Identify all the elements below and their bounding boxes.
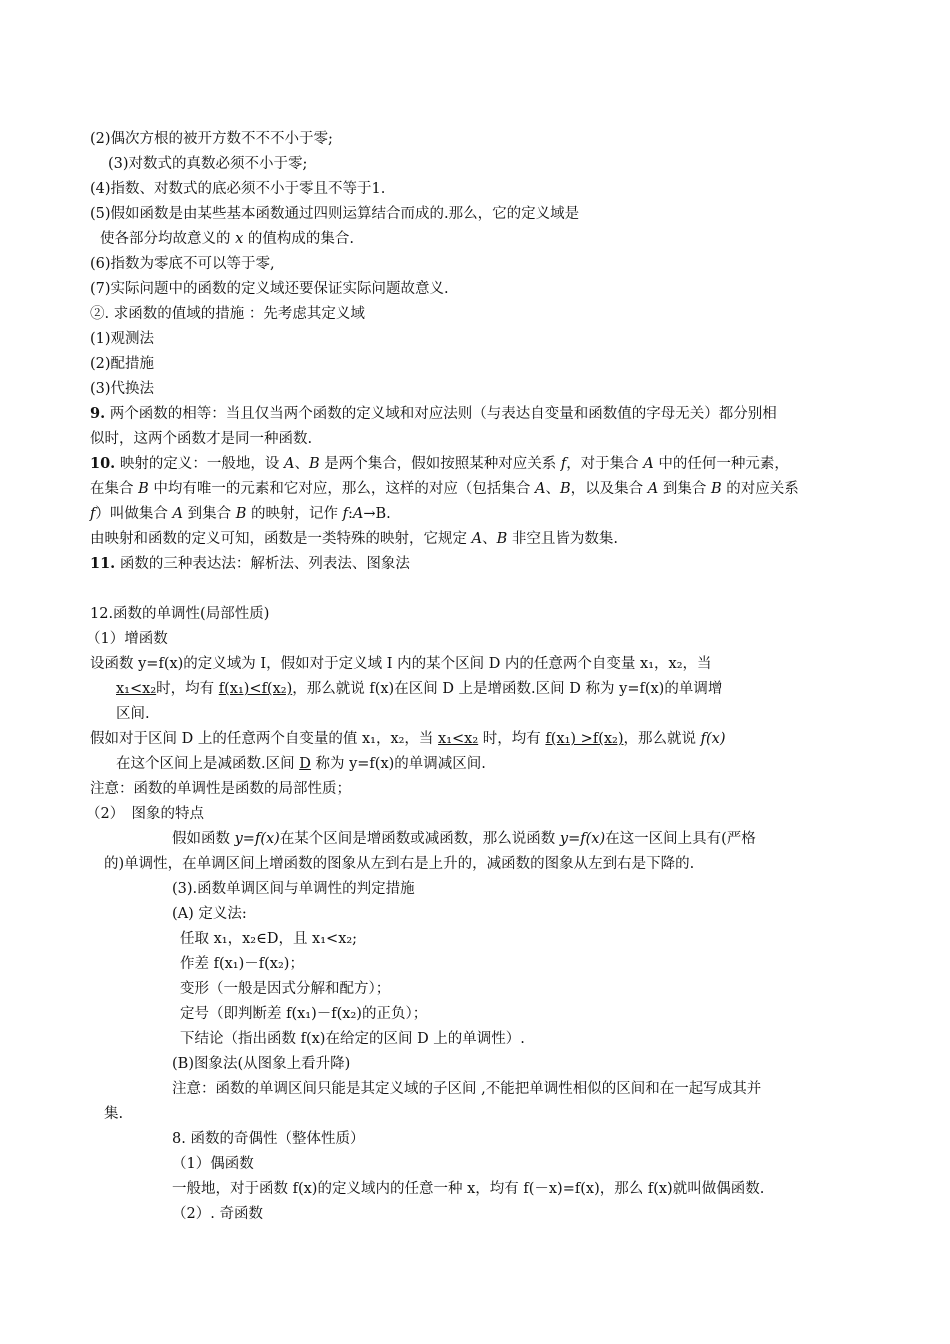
judgement-methods-heading: (3).函数单调区间与单调性的判定措施	[172, 881, 415, 897]
interval-note-2: 集.	[104, 1106, 124, 1122]
decreasing-def-1: 假如对于区间 D 上的任意两个自变量的值 x₁，x₂，当 x₁<x₂ 时，均有 f(x₁) >f(x₂)，那么就说 f(x)	[90, 731, 726, 747]
step-transform: 变形（一般是因式分解和配方）；	[180, 981, 391, 997]
step-difference: 作差 f(x₁)－f(x₂)；	[180, 956, 304, 972]
monotonicity-note: 注意：函数的单调性是函数的局部性质；	[90, 781, 351, 797]
domain-rule-5: (5)假如函数是由某些基本函数通过四则运算结合而成的.那么，它的定义域是	[90, 206, 580, 222]
parity-heading: 8. 函数的奇偶性（整体性质）	[172, 1131, 365, 1147]
section-10: 10. 映射的定义：一般地，设 A、B 是两个集合，假如按照某种对应关系 f，对于集合 A 中的任何一种元素，	[90, 455, 789, 472]
definition-method: (A) 定义法:	[172, 906, 247, 922]
increasing-def-3: 区间.	[116, 706, 150, 722]
range-methods-heading: ②. 求函数的值域的措施 ：先考虑其定义域	[90, 306, 365, 322]
section-11: 11. 函数的三种表达法：解析法、列表法、图象法	[90, 555, 410, 572]
increasing-function-heading: （1）增函数	[86, 631, 168, 647]
decreasing-def-2: 在这个区间上是减函数.区间 D 称为 y=f(x)的单调减区间.	[116, 756, 486, 772]
domain-rule-7: (7)实际问题中的函数的定义域还要保证实际问题故意义.	[90, 281, 449, 297]
graph-features-2: 的)单调性，在单调区间上增函数的图象从左到右是上升的，减函数的图象从左到右是下降的.	[104, 856, 695, 872]
interval-note-1: 注意：函数的单调区间只能是其定义域的子区间 ,不能把单调性相似的区间和在一起写成其并	[172, 1081, 762, 1097]
graph-features-heading: （2） 图象的特点	[86, 806, 204, 822]
domain-rule-6: (6)指数为零底不可以等于零,	[90, 256, 275, 272]
increasing-def-1: 设函数 y=f(x)的定义域为 I，假如对于定义域 I 内的某个区间 D 内的任意两个自变量 x₁，x₂，当	[90, 656, 712, 672]
step-sign: 定号（即判断差 f(x₁)－f(x₂)的正负）；	[180, 1006, 428, 1022]
range-method-2: (2)配措施	[90, 356, 155, 372]
step-conclude: 下结论（指出函数 f(x)在给定的区间 D 上的单调性）.	[180, 1031, 525, 1047]
domain-rule-2: (2)偶次方根的被开方数不不不小于零;	[90, 131, 333, 147]
domain-rule-4: (4)指数、对数式的底必须不小于零且不等于1.	[90, 181, 386, 197]
graph-features-1: 假如函数 y=f(x)在某个区间是增函数或减函数，那么说函数 y=f(x)在这一区间上具有(严格	[172, 831, 756, 847]
section-9-cont: 似时，这两个函数才是同一种函数.	[90, 431, 313, 447]
graph-method: (B)图象法(从图象上看升降)	[172, 1056, 351, 1072]
domain-rule-3: (3)对数式的真数必须不小于零;	[108, 156, 308, 172]
section-10-cont-2: f）叫做集合 A 到集合 B 的映射，记作 f:A→B.	[90, 506, 391, 522]
section-12-heading: 12.函数的单调性(局部性质)	[90, 606, 270, 622]
odd-function-heading: （2）. 奇函数	[172, 1206, 263, 1222]
range-method-1: (1)观测法	[90, 331, 155, 347]
range-method-3: (3)代换法	[90, 381, 155, 397]
section-10-cont-3: 由映射和函数的定义可知，函数是一类特殊的映射，它规定 A、B 非空且皆为数集.	[90, 531, 618, 547]
domain-rule-5-cont: 使各部分均故意义的 x 的值构成的集合.	[100, 231, 355, 247]
even-function-heading: （1）偶函数	[172, 1156, 254, 1172]
increasing-def-2: x₁<x₂时，均有 f(x₁)<f(x₂)，那么就说 f(x)在区间 D 上是增函数.区间 D 称为 y=f(x)的单调增	[116, 681, 723, 697]
section-10-cont-1: 在集合 B 中均有唯一的元素和它对应，那么，这样的对应（包括集合 A、B，以及集合 A 到集合 B 的对应关系	[90, 481, 799, 497]
step-take: 任取 x₁，x₂∈D，且 x₁<x₂;	[180, 931, 358, 947]
even-function-def: 一般地，对于函数 f(x)的定义域内的任意一种 x，均有 f(－x)=f(x)，那么 f(x)就叫做偶函数.	[172, 1181, 765, 1197]
section-9: 9. 两个函数的相等：当且仅当两个函数的定义域和对应法则（与表达自变量和函数值的字母无关）都分别相	[90, 405, 777, 422]
